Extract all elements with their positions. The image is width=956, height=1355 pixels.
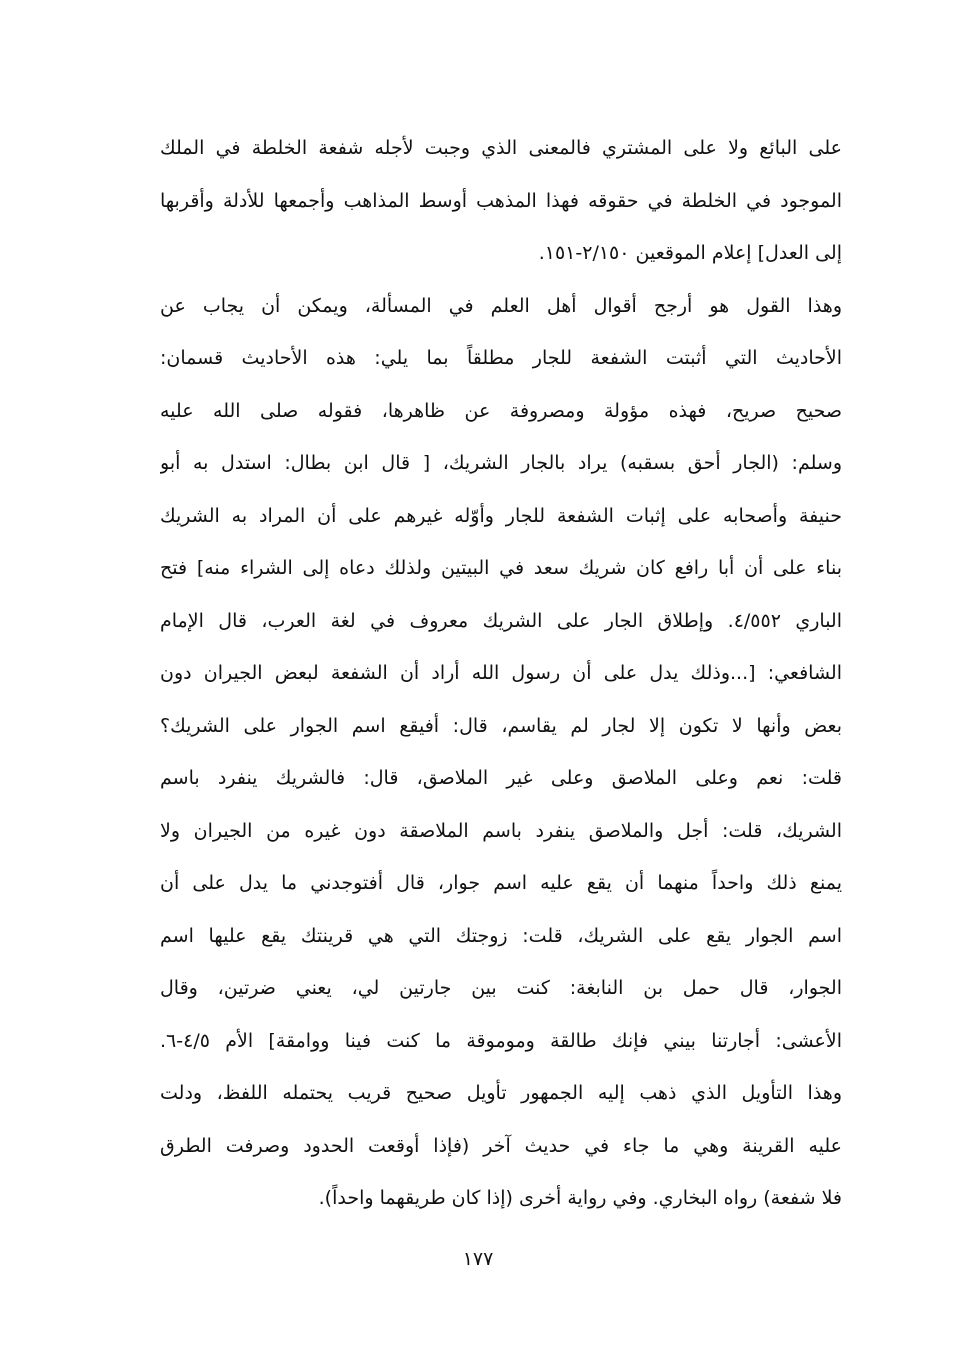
text-line-4: وهذا القول هو أرجح أقوال أهل العلم في المسألة، ويمكن أن يجاب عن: [160, 294, 842, 317]
text-line-10: الباري ٤/٥٥٢. وإطلاق الجار على الشريك معروف في لغة العرب، قال الإمام: [160, 609, 842, 632]
text-line-8: حنيفة وأصحابه على إثبات الشفعة للجار وأوّله غيرهم على أن المراد به الشريك: [160, 504, 842, 527]
text-line-19: وهذا التأويل الذي ذهب إليه الجمهور تأويل صحيح قريب يحتمله اللفظ، ودلت: [160, 1082, 842, 1104]
text-line-5: الأحاديث التي أثبتت الشفعة للجار مطلقاً بما يلي: هذه الأحاديث قسمان:: [160, 347, 842, 369]
text-line-20: عليه القرينة وهي ما جاء في حديث آخر (فإذا أوقعت الحدود وصرفت الطرق: [160, 1134, 842, 1157]
text-line-16: اسم الجوار يقع على الشريك، قلت: زوجتك التي هي قرينتك يقع عليها اسم: [160, 924, 842, 947]
text-line-3: إلى العدل] إعلام الموقعين ٢/١٥٠-١٥١.: [538, 242, 842, 264]
text-line-14: الشريك، قلت: أجل والملاصق ينفرد باسم الملاصقة دون غيره من الجيران ولا: [160, 819, 842, 842]
page-number: ١٧٧: [462, 1248, 494, 1270]
body-text: [160, 122, 842, 1225]
text-line-17: الجوار، قال حمل بن النابغة: كنت بين جارتين لي، يعني ضرتين، وقال: [160, 977, 842, 999]
text-line-7: وسلم: (الجار أحق بسقبه) يراد بالجار الشريك، [ قال ابن بطال: استدل به أبو: [160, 452, 842, 474]
text-line-2: الموجود في الخلطة في حقوقه فهذا المذهب أوسط المذاهب وأجمعها للأدلة وأقربها: [160, 189, 842, 212]
text-line-6: صحيح صريح، فهذه مؤولة ومصروفة عن ظاهرها، فقوله صلى الله عليه: [160, 399, 842, 422]
text-line-13: قلت: نعم وعلى الملاصق وعلى غير الملاصق، قال: فالشريك ينفرد باسم: [160, 767, 842, 789]
text-line-15: يمنع ذلك واحداً منهما أن يقع عليه اسم جوار، قال أفتوجدني ما يدل على أن: [160, 872, 842, 894]
text-line-18: الأعشى: أجارتنا بيني فإنك طالقة وموموقة ما كنت فينا ووامقة] الأم ٤/٥-٦.: [160, 1029, 842, 1052]
text-line-21: فلا شفعة) رواه البخاري. وفي رواية أخرى (إذا كان طريقهما واحداً).: [318, 1187, 842, 1209]
text-line-11: الشافعي: [...وذلك يدل على أن رسول الله أراد أن الشفعة لبعض الجيران دون: [160, 662, 842, 684]
text-line-9: بناء على أن أبا رافع كان شريك سعد في البيتين ولذلك دعاه إلى الشراء منه] فتح: [160, 557, 842, 579]
text-line-1: على البائع ولا على المشتري فالمعنى الذي وجبت لأجله شفعة الخلطة في الملك: [160, 137, 842, 159]
text-line-12: بعض وأنها لا تكون إلا لجار لم يقاسم، قال: أفيقع اسم الجوار على الشريك؟: [160, 714, 842, 737]
